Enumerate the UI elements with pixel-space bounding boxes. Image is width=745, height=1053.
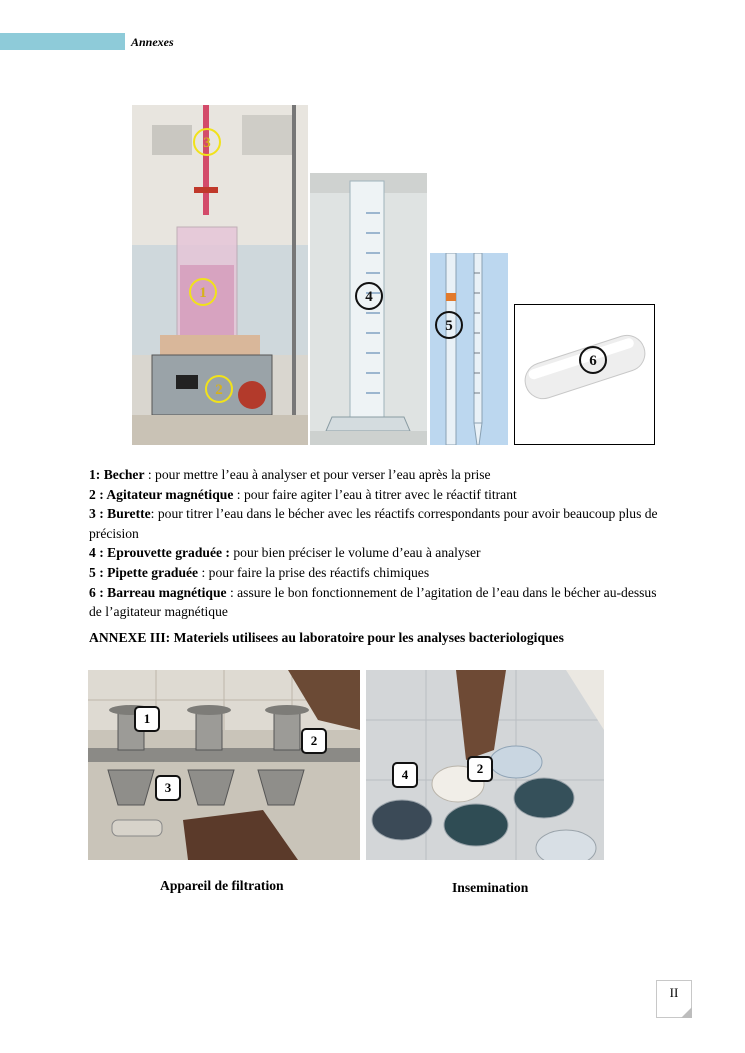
- description-text: : pour faire agiter l’eau à titrer avec le réactif titrant: [233, 486, 517, 502]
- description-text: : assure le bon fonctionnement de l’agitation de l’eau dans le bécher au-dessus de l’agitateur magnétique: [89, 584, 657, 620]
- description-term: 2 : Agitateur magnétique: [89, 486, 234, 502]
- caption-filtration: Appareil de filtration: [160, 878, 284, 893]
- marker-graduated-pipette: 5: [435, 311, 463, 339]
- description-term: 5 : Pipette graduée: [89, 564, 199, 580]
- description-term: 6 : Barreau magnétique: [89, 584, 227, 600]
- photo-graduated-pipette: [430, 253, 508, 445]
- description-item: [89, 485, 659, 505]
- callout-filtration-3: 3: [155, 775, 181, 801]
- marker-burette: 3: [193, 128, 221, 156]
- photo-magnetic-stir-bar: [514, 304, 655, 445]
- description-item: [89, 465, 659, 485]
- description-text: pour bien préciser le volume d’eau à analyser: [229, 545, 481, 561]
- description-text: : pour faire la prise des réactifs chimiques: [198, 564, 430, 580]
- callout-insemination-4: 4: [392, 762, 418, 788]
- marker-magnetic-stir-bar: 6: [579, 346, 607, 374]
- description-item: [89, 543, 659, 563]
- callout-insemination-2: 2: [467, 756, 493, 782]
- description-item: [89, 504, 659, 543]
- description-term: 3 : Burette: [89, 506, 151, 522]
- description-item: [89, 583, 659, 622]
- marker-stirrer: 2: [205, 375, 233, 403]
- caption-insemination: Insemination: [452, 880, 529, 895]
- description-text: : pour titrer l’eau dans le bécher avec les réactifs correspondants pour avoir beaucoup plus de précision: [89, 506, 658, 541]
- description-item: [89, 563, 659, 583]
- description-term: 1: Becher: [89, 467, 145, 482]
- page-number: II: [669, 985, 679, 1000]
- callout-filtration-1: 1: [134, 706, 160, 732]
- equipment-descriptions: [89, 465, 659, 622]
- photo-filtration-apparatus: [88, 670, 360, 860]
- marker-graduated-cylinder: 4: [355, 282, 383, 310]
- marker-becher: 1: [189, 278, 217, 306]
- description-text: : pour mettre l’eau à analyser et pour verser l’eau après la prise: [144, 467, 491, 482]
- header-title: Annexes: [131, 35, 174, 49]
- annex-heading: ANNEXE III: Materiels utilisees au laboratoire pour les analyses bacteriologiques: [89, 630, 564, 645]
- callout-filtration-2: 2: [301, 728, 327, 754]
- page-corner-fold: [681, 1007, 692, 1018]
- description-term: 4 : Eprouvette graduée :: [89, 545, 230, 561]
- header-accent-bar: [0, 33, 125, 50]
